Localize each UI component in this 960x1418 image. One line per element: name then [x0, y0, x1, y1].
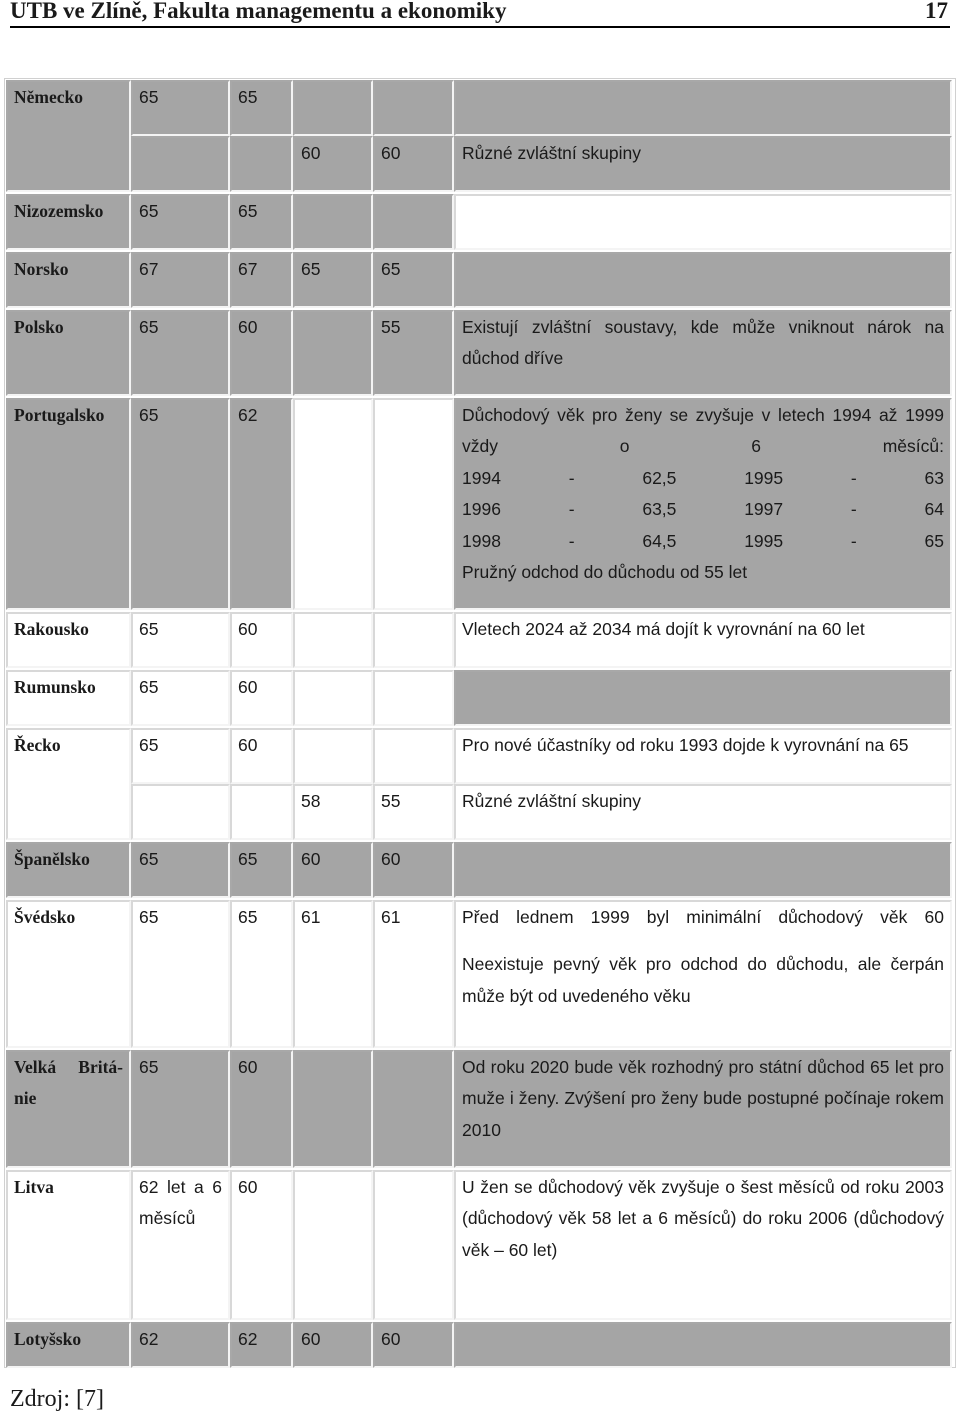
country-cell: Portugalsko	[6, 398, 131, 610]
cell	[293, 80, 373, 136]
cell: 55	[373, 310, 454, 396]
note-cell	[454, 842, 952, 898]
women-age-cell: 60	[230, 670, 293, 726]
women-age-cell: 62	[230, 1322, 293, 1368]
country-cell: Rakousko	[6, 612, 131, 668]
note-line: 1994 - 62,5 1995 - 63	[462, 467, 944, 488]
men-age-cell: 62 let a 6 měsíců	[131, 1170, 230, 1320]
cell	[293, 398, 373, 610]
cell	[293, 1170, 373, 1320]
note-cell	[454, 1322, 952, 1368]
women-age-cell: 67	[230, 252, 293, 308]
cell	[373, 80, 454, 136]
cell: 60	[373, 1322, 454, 1368]
cell: 65	[373, 252, 454, 308]
men-age-cell: 65	[131, 728, 230, 784]
country-cell: Lotyšsko	[6, 1322, 131, 1368]
header-title: UTB ve Zlíně, Fakulta managementu a ekonomiky	[10, 0, 507, 23]
country-cell: Nizozemsko	[6, 194, 131, 250]
men-age-cell: 65	[131, 1050, 230, 1168]
note-cell: U žen se důchodový věk zvyšuje o šest měsíců od roku 2003 (důchodový věk 58 let a 6 měsíců) do roku 2006 (důchodový věk – 60 let)	[454, 1170, 952, 1320]
cell: 65	[293, 252, 373, 308]
country-cell: Švédsko	[6, 900, 131, 1048]
cell	[373, 398, 454, 610]
cell	[373, 612, 454, 668]
cell	[230, 784, 293, 840]
cell	[373, 670, 454, 726]
country-cell: Španělsko	[6, 842, 131, 898]
cell: 55	[373, 784, 454, 840]
women-age-cell: 62	[230, 398, 293, 610]
note-cell: Pro nové účastníky od roku 1993 dojde k vyrovnání na 65	[454, 728, 952, 784]
cell	[293, 728, 373, 784]
cell	[230, 136, 293, 192]
cell: 60	[293, 1322, 373, 1368]
women-age-cell: 60	[230, 1050, 293, 1168]
cell: 60	[293, 136, 373, 192]
cell	[131, 136, 230, 192]
women-age-cell: 60	[230, 728, 293, 784]
cell: 61	[293, 900, 373, 1048]
note-cell	[454, 900, 952, 1048]
cell	[293, 1050, 373, 1168]
women-age-cell: 65	[230, 194, 293, 250]
note-line: 1996 - 63,5 1997 - 64	[462, 499, 944, 520]
country-cell: Německo	[6, 80, 131, 192]
country-cell: Rumunsko	[6, 670, 131, 726]
men-age-cell: 65	[131, 80, 230, 136]
note-line: Před lednem 1999 byl minimální důchodový věk 60	[462, 907, 944, 927]
cell: 60	[293, 842, 373, 898]
cell	[293, 194, 373, 250]
note-cell	[454, 670, 952, 726]
cell	[293, 670, 373, 726]
country-cell: Norsko	[6, 252, 131, 308]
cell: 60	[373, 842, 454, 898]
note-cell: Různé zvláštní skupiny	[454, 136, 952, 192]
note-cell: Různé zvláštní skupiny	[454, 784, 952, 840]
men-age-cell: 65	[131, 612, 230, 668]
cell	[373, 194, 454, 250]
note-cell	[454, 80, 952, 136]
cell	[293, 310, 373, 396]
cell	[373, 728, 454, 784]
country-cell: Velká Britá- nie	[6, 1050, 131, 1168]
women-age-cell: 60	[230, 1170, 293, 1320]
men-age-cell: 65	[131, 310, 230, 396]
men-age-cell: 65	[131, 842, 230, 898]
women-age-cell: 65	[230, 842, 293, 898]
cell: 61	[373, 900, 454, 1048]
men-age-cell: 65	[131, 398, 230, 610]
note-cell: Existují zvláštní soustavy, kde může vniknout nárok na důchod dříve	[454, 310, 952, 396]
cell	[373, 1050, 454, 1168]
cell	[131, 784, 230, 840]
note-line: Neexistuje pevný věk pro odchod do důchodu, ale čerpán může být od uvedeného věku	[462, 954, 944, 1006]
women-age-cell: 60	[230, 310, 293, 396]
women-age-cell: 65	[230, 900, 293, 1048]
note-line: 1998 - 64,5 1995 - 65	[462, 530, 944, 551]
cell: 58	[293, 784, 373, 840]
note-line: Pružný odchod do důchodu od 55 let	[462, 562, 748, 583]
men-age-cell: 65	[131, 194, 230, 250]
note-line: vždy o 6 měsíců:	[462, 436, 944, 457]
note-cell: Vletech 2024 až 2034 má dojít k vyrovnání na 60 let	[454, 612, 952, 668]
men-age-cell: 65	[131, 670, 230, 726]
country-cell: Litva	[6, 1170, 131, 1320]
note-cell	[454, 194, 952, 250]
women-age-cell: 65	[230, 80, 293, 136]
note-cell	[454, 398, 952, 610]
men-age-cell: 62	[131, 1322, 230, 1368]
note-cell	[454, 252, 952, 308]
country-cell: Polsko	[6, 310, 131, 396]
cell: 60	[373, 136, 454, 192]
women-age-cell: 60	[230, 612, 293, 668]
country-cell: Řecko	[6, 728, 131, 840]
cell	[373, 1170, 454, 1320]
source-citation: Zdroj: [7]	[10, 1386, 104, 1412]
men-age-cell: 67	[131, 252, 230, 308]
cell	[293, 612, 373, 668]
note-line: Důchodový věk pro ženy se zvyšuje v letech 1994 až 1999	[462, 405, 944, 425]
note-cell: Od roku 2020 bude věk rozhodný pro státní důchod 65 let pro muže i ženy. Zvýšení pro ženy bude postupné počínaje rokem 2010	[454, 1050, 952, 1168]
page-header	[10, 0, 950, 28]
men-age-cell: 65	[131, 900, 230, 1048]
page-number: 17	[925, 0, 948, 23]
